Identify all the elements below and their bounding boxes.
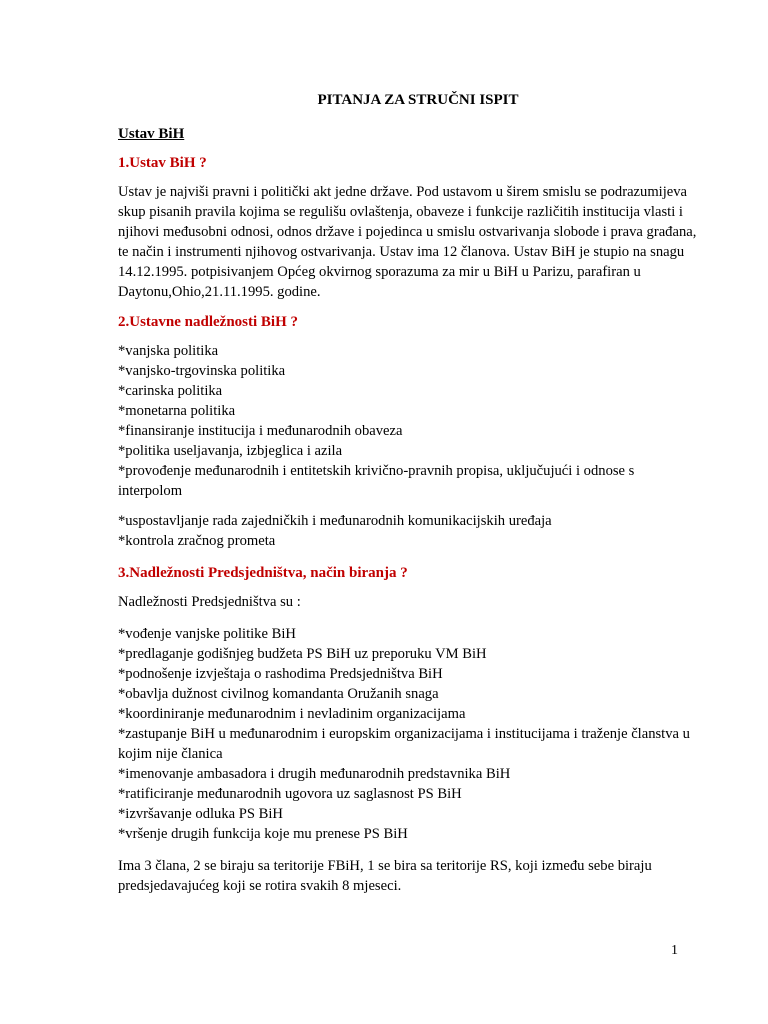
list-item: *provođenje međunarodnih i entitetskih krivično-pravnih propisa, uključujući i odnose s interpolom xyxy=(118,463,635,499)
question-3-closing: Ima 3 člana, 2 se biraju sa teritorije FBiH, 1 se bira sa teritorije RS, koji između sebe biraju predsjedavajućeg koji se rotira svakih 8 mjeseci. xyxy=(118,858,652,894)
list-item: *zastupanje BiH u međunarodnim i europskim organizacijama i institucijama i traženje članstva u kojim nije članica xyxy=(118,726,690,762)
list-item: *podnošenje izvještaja o rashodima Predsjedništva BiH xyxy=(118,666,443,682)
presidency-competence-list xyxy=(118,624,698,844)
question-1-answer: Ustav je najviši pravni i politički akt jedne države. Pod ustavom u širem smislu se podrazumijeva skup pisanih pravila kojima se regulišu ovlaštenja, obaveze i funkcije različitih institucija vlasti i njihovi međusobni odnosi, odnos države i pojedinca u smislu ostvarivanja slobode i prava građana, te način i instrumenti njihovog ostvarivanja. Ustav ima 12 članova. Ustav BiH je stupio na snagu 14.12.1995. potpisivanjem Općeg okvirnog sporazuma za mir u BiH u Parizu, parafiran u Daytonu,Ohio,21.11.1995. godine. xyxy=(118,184,697,300)
list-item: *monetarna politika xyxy=(118,403,236,419)
question-2-heading: 2.Ustavne nadležnosti BiH ? xyxy=(118,314,299,330)
list-item: *vođenje vanjske politike BiH xyxy=(118,626,296,642)
list-item: *kontrola zračnog prometa xyxy=(118,533,276,549)
question-3-intro: Nadležnosti Predsjedništva su : xyxy=(118,594,301,610)
list-item: *vanjska politika xyxy=(118,343,219,359)
question-3-heading: 3.Nadležnosti Predsjedništva, način biranja ? xyxy=(118,565,408,581)
list-item: *politika useljavanja, izbjeglica i azila xyxy=(118,443,343,459)
question-1-heading: 1.Ustav BiH ? xyxy=(118,155,207,171)
document-title: PITANJA ZA STRUČNI ISPIT xyxy=(317,92,519,108)
list-item: *vanjsko-trgovinska politika xyxy=(118,363,286,379)
list-item: *izvršavanje odluka PS BiH xyxy=(118,806,283,822)
list-item: *vršenje drugih funkcija koje mu prenese PS BiH xyxy=(118,826,408,842)
page-number: 1 xyxy=(671,943,678,958)
list-item: *koordiniranje međunarodnim i nevladinim organizacijama xyxy=(118,706,466,722)
list-item: *imenovanje ambasadora i drugih međunarodnih predstavnika BiH xyxy=(118,766,511,782)
list-item: *uspostavljanje rada zajedničkih i međunarodnih komunikacijskih uređaja xyxy=(118,513,552,529)
list-item: *ratificiranje međunarodnih ugovora uz saglasnost PS BiH xyxy=(118,786,462,802)
section-heading: Ustav BiH xyxy=(118,126,185,142)
list-item: *carinska politika xyxy=(118,383,223,399)
list-item: *obavlja dužnost civilnog komandanta Oružanih snaga xyxy=(118,686,439,702)
competence-list-b xyxy=(118,511,698,551)
list-item: *finansiranje institucija i međunarodnih obaveza xyxy=(118,423,403,439)
competence-list-a xyxy=(118,341,698,501)
list-item: *predlaganje godišnjeg budžeta PS BiH uz preporuku VM BiH xyxy=(118,646,487,662)
